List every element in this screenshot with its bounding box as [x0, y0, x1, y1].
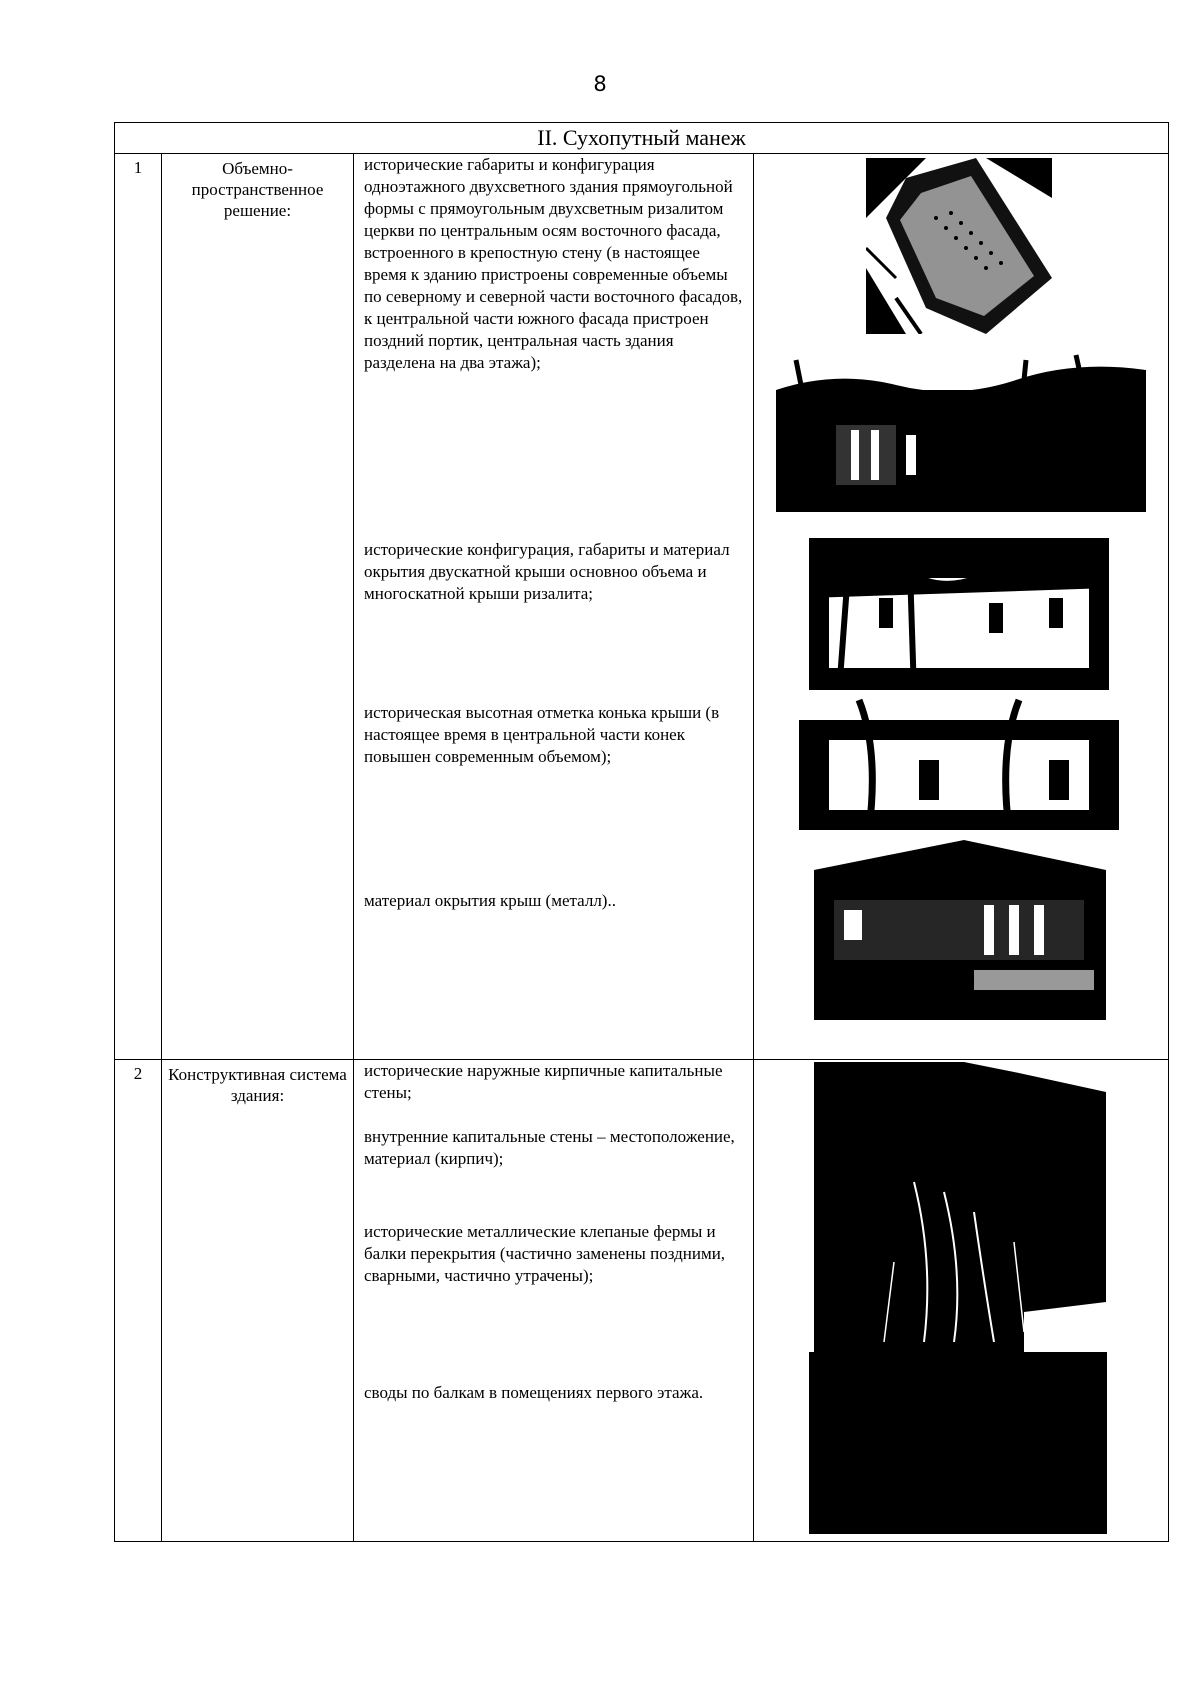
description-item: исторические конфигурация, габариты и материал окрытия двускатной крыши основноо объема и многоскатной крыши ризалита;	[364, 540, 730, 603]
building-photo	[799, 690, 1119, 830]
table-row	[115, 1060, 1169, 1542]
building-photo	[776, 350, 1146, 512]
description-item: историческая высотная отметка конька крыши (в настоящее время в центральной части конек повышен современным объемом);	[364, 703, 720, 766]
site-plan-image	[866, 158, 1052, 334]
description-item: исторические габариты и конфигурация одноэтажного двухсветного здания прямоугольной формы с прямоугольным двухсветным ризалитом церкви по центральным осям восточного фасада, встроенного в крепостную стену (в настоящее время к зданию пристроены современные объемы по северному и северной части восточного фасадов, к центральной части южного фасада пристроен поздний портик, центральная часть здания разделена на два этажа);	[364, 155, 743, 372]
building-photo	[809, 538, 1109, 693]
row-number: 2	[115, 1060, 162, 1542]
description-cell	[354, 1060, 754, 1542]
building-photo	[814, 830, 1106, 1020]
protection-subject-table	[114, 122, 1169, 1542]
description-item: внутренние капитальные стены – местоположение, материал (кирпич);	[364, 1127, 735, 1168]
building-photo	[809, 1352, 1107, 1534]
page-number: 8	[593, 72, 607, 96]
description-item: исторические наружные кирпичные капитальные стены;	[364, 1061, 723, 1102]
description-item: своды по балкам в помещениях первого этажа.	[364, 1383, 704, 1402]
table-row	[115, 154, 1169, 1060]
photo-cell	[754, 154, 1169, 1060]
description-cell	[354, 154, 754, 1060]
element-name: Конструктивная система здания:	[162, 1060, 354, 1542]
row-number: 1	[115, 154, 162, 1060]
description-item: материал окрытия крыш (металл)..	[364, 891, 616, 910]
section-title: II. Сухопутный манеж	[115, 123, 1169, 154]
description-item: исторические металлические клепаные фермы и балки перекрытия (частично заменены поздними, сварными, частично утрачены);	[364, 1222, 726, 1285]
building-photo	[814, 1062, 1106, 1352]
element-name: Объемно-пространственное решение:	[162, 154, 354, 1060]
section-header-row	[115, 123, 1169, 154]
photo-cell	[754, 1060, 1169, 1542]
